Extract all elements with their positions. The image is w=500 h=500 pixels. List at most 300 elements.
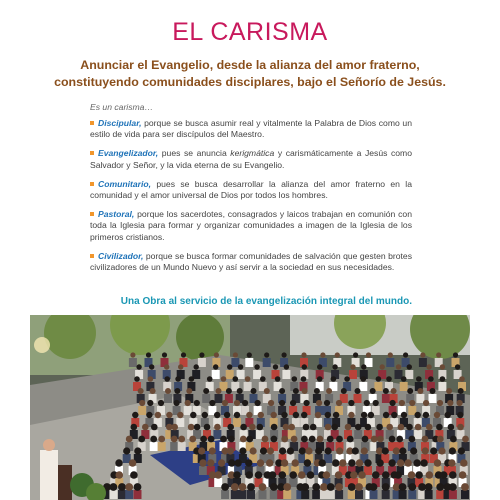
crowd-person-head xyxy=(380,364,385,369)
crowd-person-head xyxy=(364,459,371,466)
crowd-person-head xyxy=(175,376,181,382)
crowd-person-head xyxy=(410,447,417,454)
item-text: porque se busca formar comunidades de salvación que gesten brotes civilizadores de un Mundo Nuevo y así servir a la sociedad en sus necesidades. xyxy=(90,250,412,273)
crowd-person-head xyxy=(401,412,407,418)
crowd-person-body xyxy=(270,490,278,499)
crowd-person-head xyxy=(281,459,288,466)
crowd-person-head xyxy=(234,400,240,406)
crowd-person-head xyxy=(125,483,133,491)
crowd-person-head xyxy=(436,424,443,431)
crowd-person-head xyxy=(423,400,429,406)
crowd-person-head xyxy=(132,412,138,418)
page-title: EL CARISMA xyxy=(172,18,328,46)
item-term: Comunitario, xyxy=(98,178,151,189)
crowd-person-head xyxy=(142,424,149,431)
crowd-person-head xyxy=(307,471,315,479)
crowd-person-head xyxy=(166,412,172,418)
crowd-person-head xyxy=(231,483,239,491)
crowd-person-head xyxy=(227,424,234,431)
crowd-person-head xyxy=(214,412,220,418)
crowd-person-head xyxy=(293,412,299,418)
crowd-person-head xyxy=(281,412,287,418)
crowd-person-head xyxy=(240,424,247,431)
crowd-person-head xyxy=(391,412,397,418)
crowd-person-head xyxy=(430,388,436,394)
crowd-person-head xyxy=(227,447,234,454)
crowd-person-head xyxy=(260,447,267,454)
crowd-person-head xyxy=(249,424,256,431)
crowd-person-head xyxy=(353,352,358,357)
crowd-person-head xyxy=(146,412,152,418)
crowd-person-head xyxy=(436,352,441,357)
crowd-person-head xyxy=(457,412,463,418)
crowd-person-head xyxy=(389,436,396,443)
crowd-person-body xyxy=(400,382,408,391)
crowd-person-head xyxy=(269,471,277,479)
crowd-person-head xyxy=(425,483,433,491)
crowd-person-head xyxy=(118,483,126,491)
crowd-person-head xyxy=(370,483,378,491)
crowd-person-body xyxy=(178,442,186,451)
crowd-person-head xyxy=(364,400,370,406)
crowd-person-head xyxy=(255,400,261,406)
item-term: Discipular, xyxy=(98,118,142,128)
crowd-person-head xyxy=(366,352,371,357)
crowd-person-head xyxy=(134,447,141,454)
crowd-person-head xyxy=(279,447,286,454)
crowd-person-head xyxy=(131,424,138,431)
crowd-person-head xyxy=(247,352,252,357)
crowd-person-body xyxy=(226,370,234,379)
crowd-person-head xyxy=(267,447,274,454)
crowd-person-head xyxy=(260,376,266,382)
list-item-discipular xyxy=(90,118,412,141)
crowd-person-head xyxy=(275,376,281,382)
crowd-person-head xyxy=(461,483,469,491)
crowd-person-head xyxy=(413,459,420,466)
crowd-person-head xyxy=(437,400,443,406)
crowd-person-body xyxy=(231,490,239,499)
crowd-person-head xyxy=(268,400,274,406)
crowd-person-head xyxy=(162,352,167,357)
crowd-person-head xyxy=(348,459,355,466)
crowd-person-head xyxy=(358,471,366,479)
crowd-person-head xyxy=(396,436,403,443)
crowd-person-body xyxy=(215,394,223,403)
crowd-person-body xyxy=(282,370,290,379)
subtitle xyxy=(40,57,460,90)
item-term: Civilizador, xyxy=(98,250,144,261)
crowd-person-head xyxy=(164,376,170,382)
crowd-person-head xyxy=(347,436,354,443)
crowd-person-head xyxy=(362,436,369,443)
crowd-person-head xyxy=(453,352,458,357)
crowd-person-head xyxy=(361,412,367,418)
crowd-person-head xyxy=(305,447,312,454)
crowd-person-head xyxy=(459,376,465,382)
item-text: porque se busca asumir real y vitalmente la Palabra de Dios como un estilo de vida para ser discípulos del Maestro. xyxy=(90,118,412,140)
crowd-person-head xyxy=(388,459,395,466)
crowd-person-head xyxy=(336,436,343,443)
crowd-person-body xyxy=(374,382,382,391)
crowd-person-head xyxy=(314,388,320,394)
crowd-person-head xyxy=(150,436,157,443)
crowd-person-head xyxy=(136,364,141,369)
crowd-person-head xyxy=(448,424,455,431)
list-item-comunitario xyxy=(90,179,412,202)
crowd-person-body xyxy=(134,490,142,499)
crowd-person-head xyxy=(178,436,185,443)
crowd-person-body xyxy=(212,370,220,379)
crowd-person-head xyxy=(283,483,291,491)
crowd-person-head xyxy=(448,459,455,466)
crowd-person-head xyxy=(126,436,133,443)
crowd-person-head xyxy=(409,400,415,406)
crowd-person-head xyxy=(287,447,294,454)
crowd-person-head xyxy=(130,352,135,357)
crowd-person-head xyxy=(293,388,299,394)
crowd-person-head xyxy=(288,424,295,431)
crowd-person-body xyxy=(118,490,126,499)
crowd-person-body xyxy=(405,370,413,379)
crowd-person-head xyxy=(415,412,421,418)
crowd-person-head xyxy=(325,447,332,454)
crowd-person-head xyxy=(336,447,343,454)
crowd-person-head xyxy=(382,447,389,454)
crowd-person-head xyxy=(383,388,389,394)
crowd-person-head xyxy=(382,483,390,491)
crowd-person-body xyxy=(327,490,335,499)
crowd-person-body xyxy=(221,490,229,499)
crowd-person-head xyxy=(397,459,404,466)
crowd-person-head xyxy=(115,459,122,466)
crowd-person-head xyxy=(138,388,144,394)
crowd-person-head xyxy=(271,412,277,418)
crowd-person-head xyxy=(376,376,382,382)
list-item-pastoral xyxy=(90,209,412,243)
crowd-person-head xyxy=(457,400,463,406)
crowd-person-body xyxy=(449,490,457,499)
crowd-person-head xyxy=(422,447,429,454)
crowd-person-head xyxy=(403,352,408,357)
crowd-person-head xyxy=(301,436,308,443)
bullet-square-icon xyxy=(90,151,94,155)
crowd-person-head xyxy=(279,388,285,394)
crowd-person-body xyxy=(354,394,362,403)
crowd-person-head xyxy=(303,424,310,431)
crowd-person-head xyxy=(449,483,457,491)
crowd-person-head xyxy=(257,424,264,431)
crowd-person-head xyxy=(220,436,227,443)
crowd-person-body xyxy=(253,370,261,379)
crowd-person-head xyxy=(449,447,456,454)
crowd-person-head xyxy=(282,352,287,357)
crowd-person-head xyxy=(207,459,214,466)
crowd-person-head xyxy=(224,412,230,418)
crowd-person-head xyxy=(420,459,427,466)
subtitle-line-1: Anunciar el Evangelio, desde la alianza del amor fraterno, xyxy=(80,58,420,72)
crowd-person-head xyxy=(246,436,253,443)
crowd-person-body xyxy=(408,490,416,499)
crowd-person-head xyxy=(234,412,240,418)
crowd-person-body xyxy=(109,490,117,499)
crowd-person-head xyxy=(271,436,278,443)
item-text: pues se busca desarrollar la alianza del amor fraterno en la comunidad y el amor universal de Dios por todos los hombres. xyxy=(90,178,412,201)
crowd-person-head xyxy=(382,471,390,479)
crowd-person-head xyxy=(186,388,192,394)
crowd-person-head xyxy=(396,364,401,369)
crowd-person-head xyxy=(301,483,309,491)
crowd-person-body xyxy=(354,430,362,439)
crowd-person-head xyxy=(440,364,445,369)
crowd-person-head xyxy=(208,436,215,443)
crowd-person-head xyxy=(339,459,346,466)
crowd-person-head xyxy=(279,400,285,406)
crowd-person-body xyxy=(399,490,407,499)
crowd-person-head xyxy=(332,459,339,466)
crowd-person-head xyxy=(371,436,378,443)
crowd-person-head xyxy=(254,364,259,369)
crowd-person-head xyxy=(355,483,363,491)
crowd-person-head xyxy=(445,412,451,418)
crowd-person-body xyxy=(244,382,252,391)
crowd-person-head xyxy=(345,424,352,431)
crowd-person-head xyxy=(399,447,406,454)
crowd-person-body xyxy=(283,490,291,499)
crowd-person-head xyxy=(181,352,186,357)
crowd-person-head xyxy=(399,400,405,406)
crowd-person-head xyxy=(341,388,347,394)
crowd-photo xyxy=(30,315,470,500)
crowd-person-head xyxy=(302,388,308,394)
crowd-person-head xyxy=(233,376,239,382)
crowd-person-head xyxy=(361,376,367,382)
crowd-person-head xyxy=(194,424,201,431)
item-term: Pastoral, xyxy=(98,208,135,219)
crowd-person-head xyxy=(177,412,183,418)
crowd-person-body xyxy=(382,490,390,499)
crowd-person-head xyxy=(289,471,297,479)
crowd-person-body xyxy=(419,358,427,367)
crowd-person-head xyxy=(327,483,335,491)
crowd-person-head xyxy=(239,447,246,454)
crowd-person-head xyxy=(350,471,358,479)
crowd-person-head xyxy=(174,400,180,406)
crowd-person-body xyxy=(164,394,172,403)
crowd-person-head xyxy=(335,483,343,491)
crowd-person-head xyxy=(415,424,422,431)
crowd-person-head xyxy=(202,412,208,418)
crowd-person-head xyxy=(209,447,216,454)
crowd-person-head xyxy=(393,447,400,454)
crowd-person-head xyxy=(304,400,310,406)
crowd-person-head xyxy=(258,412,264,418)
crowd-person-head xyxy=(350,364,355,369)
crowd-person-head xyxy=(368,412,374,418)
crowd-person-head xyxy=(449,471,457,479)
crowd-person-head xyxy=(388,352,393,357)
crowd-person-head xyxy=(450,436,457,443)
crowd-person-head xyxy=(386,376,392,382)
crowd-person-head xyxy=(290,400,296,406)
crowd-person-head xyxy=(189,436,196,443)
bullet-square-icon xyxy=(90,254,94,258)
crowd-person-head xyxy=(199,352,204,357)
crowd-person-head xyxy=(376,459,383,466)
crowd-person-head xyxy=(420,352,425,357)
crowd-person-head xyxy=(110,483,118,491)
crowd-person-head xyxy=(291,436,298,443)
crowd-person-head xyxy=(326,388,332,394)
crowd-person-head xyxy=(335,471,343,479)
crowd-person-head xyxy=(221,483,229,491)
crowd-person-body xyxy=(312,490,320,499)
crowd-person-head xyxy=(226,388,232,394)
crowd-person-head xyxy=(458,447,465,454)
crowd-person-head xyxy=(325,412,331,418)
crowd-person-head xyxy=(348,483,356,491)
crowd-person-head xyxy=(164,364,169,369)
crowd-person-body xyxy=(247,490,255,499)
crowd-person-head xyxy=(324,400,330,406)
crowd-person-head xyxy=(416,376,422,382)
crowd-person-body xyxy=(129,358,137,367)
crowd-person-body xyxy=(348,490,356,499)
crowd-person-head xyxy=(332,364,337,369)
crowd-person-head xyxy=(273,364,278,369)
crowd-person-head xyxy=(134,483,142,491)
crowd-person-body xyxy=(233,418,241,427)
crowd-person-head xyxy=(356,459,363,466)
item-term: Evangelizador, xyxy=(98,148,159,159)
crowd-person-head xyxy=(198,447,205,454)
crowd-person-head xyxy=(204,424,211,431)
crowd-person-head xyxy=(406,424,413,431)
crowd-person-body xyxy=(263,358,271,367)
crowd-person-head xyxy=(251,388,257,394)
crowd-person-head xyxy=(264,388,270,394)
crowd-person-head xyxy=(284,364,289,369)
crowd-person-head xyxy=(459,471,467,479)
crowd-person-head xyxy=(408,483,416,491)
crowd-person-body xyxy=(320,490,328,499)
crowd-person-head xyxy=(460,459,467,466)
crowd-person-body xyxy=(170,442,178,451)
crowd-person-head xyxy=(242,400,248,406)
crowd-person-head xyxy=(266,459,273,466)
crowd-person-head xyxy=(147,400,153,406)
crowd-person-head xyxy=(446,388,452,394)
crowd-person-head xyxy=(233,471,241,479)
crowd-person-body xyxy=(461,490,469,499)
crowd-person-head xyxy=(399,483,407,491)
crowd-person-head xyxy=(331,424,338,431)
crowd-person-body xyxy=(349,370,357,379)
crowd-person-body xyxy=(245,358,253,367)
crowd-person-head xyxy=(138,436,145,443)
crowd-photo-illustration xyxy=(30,315,470,500)
crowd-person-head xyxy=(227,364,232,369)
crowd-person-head xyxy=(151,424,158,431)
item-emphasis: kerigmática xyxy=(230,148,275,159)
crowd-person-body xyxy=(386,358,394,367)
crowd-person-head xyxy=(355,388,361,394)
crowd-person-body xyxy=(382,394,390,403)
crowd-person-head xyxy=(434,459,441,466)
crowd-person-head xyxy=(222,400,228,406)
crowd-person-head xyxy=(247,483,255,491)
crowd-person-head xyxy=(245,376,251,382)
crowd-person-head xyxy=(279,471,287,479)
crowd-person-head xyxy=(214,424,221,431)
crowd-person-head xyxy=(304,459,311,466)
crowd-person-head xyxy=(336,400,342,406)
crowd-person-head xyxy=(123,447,130,454)
crowd-person-head xyxy=(174,388,180,394)
crowd-person-head xyxy=(317,376,323,382)
crowd-person-head xyxy=(316,400,322,406)
crowd-person-head xyxy=(292,459,299,466)
crowd-person-body xyxy=(301,490,309,499)
crowd-person-head xyxy=(398,424,405,431)
crowd-person-head xyxy=(189,376,195,382)
item-text: porque los sacerdotes, consagrados y laicos trabajan en comunión con toda la Iglesia para formar y organizar comunidades a imagen de la Iglesia de los primeros cristianos. xyxy=(90,208,412,242)
crowd-person-head xyxy=(203,388,209,394)
crowd-person-head xyxy=(333,412,339,418)
crowd-person-body xyxy=(198,358,206,367)
crowd-person-head xyxy=(309,436,316,443)
crowd-person-head xyxy=(292,376,298,382)
crowd-person-head xyxy=(348,412,354,418)
crowd-person-head xyxy=(348,400,354,406)
crowd-person-head xyxy=(455,364,460,369)
crowd-person-head xyxy=(320,352,325,357)
crowd-person-head xyxy=(146,352,151,357)
crowd-person-head xyxy=(213,364,218,369)
charism-list xyxy=(90,118,412,281)
crowd-person-head xyxy=(361,364,366,369)
crowd-person-head xyxy=(228,459,235,466)
crowd-person-head xyxy=(171,424,178,431)
crowd-person-head xyxy=(390,400,396,406)
crowd-person-head xyxy=(245,459,252,466)
crowd-person-body xyxy=(231,358,239,367)
crowd-person-head xyxy=(323,471,331,479)
crowd-person-head xyxy=(438,447,445,454)
crowd-person-head xyxy=(320,483,328,491)
crowd-person-head xyxy=(301,352,306,357)
item-text: pues se anuncia xyxy=(158,148,231,159)
crowd-person-head xyxy=(422,436,429,443)
crowd-person-head xyxy=(129,459,136,466)
crowd-person-head xyxy=(171,436,178,443)
crowd-person-body xyxy=(138,406,146,415)
crowd-person-head xyxy=(428,376,434,382)
crowd-person-head xyxy=(440,376,446,382)
crowd-person-head xyxy=(319,459,326,466)
crowd-person-head xyxy=(116,471,124,479)
crowd-person-head xyxy=(370,388,376,394)
crowd-person-head xyxy=(270,483,278,491)
crowd-person-head xyxy=(155,412,161,418)
crowd-person-body xyxy=(335,490,343,499)
item-text-continued: y carismáticamente a Jesús como Salvador y Señor, y la vida eterna de su Evangelio. xyxy=(90,148,412,170)
crowd-person-head xyxy=(407,364,412,369)
crowd-person-head xyxy=(190,412,196,418)
crowd-person-head xyxy=(257,459,264,466)
crowd-person-head xyxy=(372,471,380,479)
crowd-person-head xyxy=(317,436,324,443)
